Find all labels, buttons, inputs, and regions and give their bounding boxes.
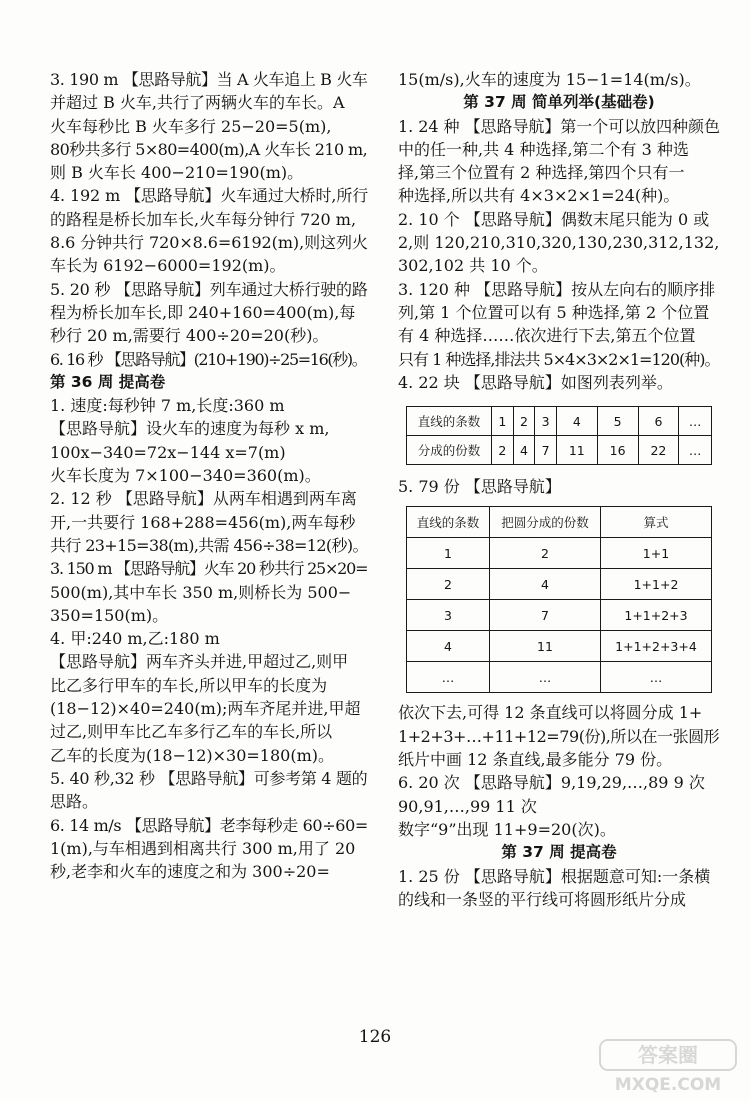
text-line: 开,一共要行 168+288=456(m),两车每秒 <box>50 512 356 532</box>
text-line: 90,91,…,99 11 次 <box>398 796 537 816</box>
table-cell: 2 <box>513 407 535 436</box>
text-line: 1. 速度:每秒钟 7 m,长度:360 m <box>50 396 285 416</box>
table-cell: 直线的条数 <box>407 407 492 436</box>
text-line: 5. 20 秒 【思路导航】列车通过大桥行驶的路 <box>50 279 368 299</box>
table-cell: 把圆分成的份数 <box>490 507 601 538</box>
text-line: 程为桥长加车长,即 240+160=400(m),每 <box>50 302 356 322</box>
table-cell: 1+1 <box>601 538 712 569</box>
text-line: 1. 25 份 【思路导航】根据题意可知:一条横 <box>398 866 711 886</box>
table-cell: 7 <box>535 436 557 465</box>
text-line: 1. 24 种 【思路导航】第一个可以放四种颜色 <box>398 116 720 136</box>
text-line: 4. 甲:240 m,乙:180 m <box>50 629 220 649</box>
table-cell: 1 <box>407 538 490 569</box>
lines-count-table <box>406 406 712 465</box>
text-line: 秒,老李和火车的速度之和为 300÷20= <box>50 862 330 882</box>
right-column-top <box>398 68 720 394</box>
right-column <box>398 68 720 911</box>
table-cell: 7 <box>490 600 601 631</box>
text-line: 列,第 1 个位置可以有 5 种选择,第 2 个位置 <box>398 302 710 322</box>
text-line: 过乙,则甲车比乙车多行乙车的车长,所以 <box>50 722 333 742</box>
circle-division-table <box>406 506 712 693</box>
section-heading: 第 37 周 简单列举(基础卷) <box>463 93 655 112</box>
text-line: 比乙多行甲车的车长,所以甲车的长度为 <box>50 675 328 695</box>
text-line: 100x−340=72x−144 x=7(m) <box>50 442 286 462</box>
table-cell: … <box>490 662 601 693</box>
table-cell: 3 <box>407 600 490 631</box>
text-line: 【思路导航】两车齐头并进,甲超过乙,则甲 <box>50 652 349 672</box>
text-line: 种选择,所以共有 4×3×2×1=24(种)。 <box>398 186 680 206</box>
table-row <box>407 569 712 600</box>
text-line: 火车长度为 7×100−340=360(m)。 <box>50 466 321 486</box>
text-line: 6. 14 m/s 【思路导航】老李每秒走 60÷60= <box>50 815 368 835</box>
table-cell: … <box>679 407 712 436</box>
text-line: 则 B 火车长 400−210=190(m)。 <box>50 163 304 183</box>
table-cell: 1+1+2+3 <box>601 600 712 631</box>
text-line: 8.6 分钟共行 720×8.6=6192(m),则这列火 <box>50 233 368 253</box>
text-line: 火车每秒比 B 火车多行 25−20=5(m), <box>50 116 332 136</box>
text-line: 中的任一种,共 4 种选择,第二个有 3 种选 <box>398 139 689 159</box>
table-cell: 2 <box>407 569 490 600</box>
table-row <box>407 662 712 693</box>
text-line: 3. 150 m 【思路导航】火车 20 秒共行 25×20= <box>50 559 368 579</box>
text-line: 6. 20 次 【思路导航】9,19,29,…,89 9 次 <box>398 773 705 793</box>
text-line: 只有 1 种选择,排法共 5×4×3×2×1=120(种)。 <box>398 349 720 369</box>
table-cell: 16 <box>597 436 638 465</box>
table-cell: 2 <box>490 538 601 569</box>
table-cell: 1+1+2 <box>601 569 712 600</box>
table-cell: 1+1+2+3+4 <box>601 631 712 662</box>
text-line: 302,102 共 10 个。 <box>398 256 548 276</box>
text-line: 4. 192 m 【思路导航】火车通过大桥时,所行 <box>50 186 369 206</box>
text-line: 车长为 6192−6000=192(m)。 <box>50 256 286 276</box>
text-line: 乙车的长度为(18−12)×30=180(m)。 <box>50 745 334 765</box>
text-line: 4. 22 块 【思路导航】如图列表列举。 <box>398 372 673 392</box>
table-cell: 4 <box>490 569 601 600</box>
table-cell: 4 <box>407 631 490 662</box>
text-line: 80秒共多行 5×80=400(m),A 火车长 210 m, <box>50 139 368 159</box>
table-row <box>407 631 712 662</box>
page-number: 126 <box>358 1027 392 1047</box>
table-cell: 1 <box>492 407 514 436</box>
table-cell: … <box>407 662 490 693</box>
text-line: 纸片中画 12 条直线,最多能分 79 份。 <box>398 750 673 770</box>
table-cell: 3 <box>535 407 557 436</box>
table-row <box>407 436 712 465</box>
table-row <box>407 507 712 538</box>
table-cell: 分成的份数 <box>407 436 492 465</box>
table-cell: … <box>679 436 712 465</box>
table-cell: 直线的条数 <box>407 507 490 538</box>
text-line: 6. 16 秒 【思路导航】(210+190)÷25=16(秒)。 <box>50 349 367 369</box>
text-line: 350=150(m)。 <box>50 605 169 625</box>
text-line: 共行 23+15=38(m),共需 456÷38=12(秒)。 <box>50 535 368 555</box>
text-line: 15(m/s),火车的速度为 15−1=14(m/s)。 <box>398 70 701 89</box>
watermark-logo <box>598 1038 738 1096</box>
section-heading: 第 36 周 提高卷 <box>50 372 166 391</box>
text-line: 2,则 120,210,310,320,130,230,312,132, <box>398 233 720 253</box>
text-line: 的线和一条竖的平行线可将圆形纸片分成 <box>398 889 687 909</box>
text-line: 的路程是桥长加车长,火车每分钟行 720 m, <box>50 209 357 229</box>
table-cell: 11 <box>490 631 601 662</box>
text-line: 3. 190 m 【思路导航】当 A 火车追上 B 火车 <box>50 70 368 89</box>
text-line: 数字“9”出现 11+9=20(次)。 <box>398 819 616 839</box>
text-line: 【思路导航】设火车的速度为每秒 x m, <box>50 419 330 439</box>
table-cell: 22 <box>638 436 679 465</box>
text-line: 思路。 <box>50 792 99 812</box>
watermark-title: 答案圈 <box>638 1043 698 1067</box>
watermark-url: MXQE.COM <box>614 1075 722 1095</box>
text-line: 择,第三个位置有 2 种选择,第四个只有一 <box>398 163 685 183</box>
text-line: 并超过 B 火车,共行了两辆火车的车长。A <box>50 93 345 113</box>
text-line: 有 4 种选择……依次进行下去,第五个位置 <box>398 326 696 346</box>
answer-5-heading: 5. 79 份 【思路导航】 <box>398 477 561 497</box>
table-cell: … <box>601 662 712 693</box>
table-cell: 2 <box>492 436 514 465</box>
table-row <box>407 538 712 569</box>
text-line: 3. 120 种 【思路导航】按从左向右的顺序排 <box>398 279 716 299</box>
text-line: 500(m),其中车长 350 m,则桥长为 500− <box>50 582 352 602</box>
text-line: 5. 40 秒,32 秒 【思路导航】可参考第 4 题的 <box>50 768 368 788</box>
table-cell: 4 <box>556 407 597 436</box>
text-line: 依次下去,可得 12 条直线可以将圆分成 1+ <box>398 703 703 723</box>
text-line: 2. 10 个 【思路导航】偶数末尾只能为 0 或 <box>398 209 710 229</box>
text-line: 1+2+3+…+11+12=79(份),所以在一张圆形 <box>398 726 720 746</box>
table-cell: 5 <box>597 407 638 436</box>
table-cell: 6 <box>638 407 679 436</box>
table-cell: 11 <box>556 436 597 465</box>
text-line: 秒行 20 m,需要行 400÷20=20(秒)。 <box>50 326 329 346</box>
watermark-icon <box>598 1038 738 1096</box>
section-heading: 第 37 周 提高卷 <box>501 843 617 862</box>
left-column <box>50 68 368 883</box>
table-cell: 4 <box>513 436 535 465</box>
right-column-bottom <box>398 701 720 911</box>
table-row <box>407 407 712 436</box>
text-line: 1(m),与车相遇到相离共行 300 m,用了 20 <box>50 838 356 858</box>
table-row <box>407 600 712 631</box>
text-line: 2. 12 秒 【思路导航】从两车相遇到两车离 <box>50 489 357 509</box>
table-cell: 算式 <box>601 507 712 538</box>
text-line: (18−12)×40=240(m);两车齐尾并进,甲超 <box>50 699 361 719</box>
